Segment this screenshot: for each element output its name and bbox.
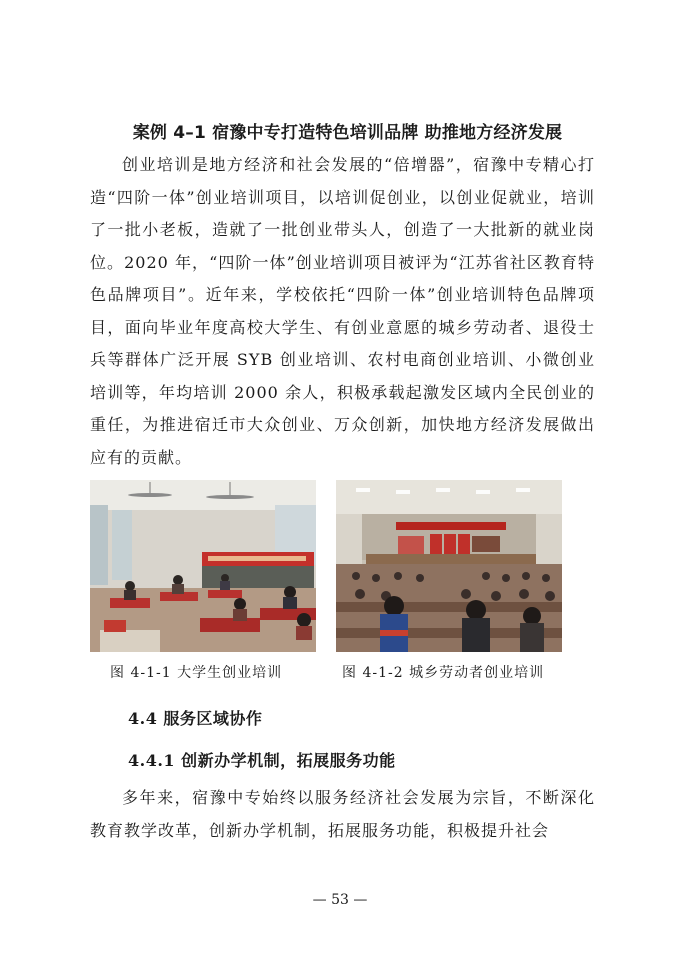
page-number: — 53 — <box>312 892 368 908</box>
section-paragraph-block <box>90 782 595 847</box>
photo-urban-rural-training <box>336 480 562 652</box>
case-title: 案例 4–1 宿豫中专打造特色培训品牌 助推地方经济发展 <box>132 123 563 143</box>
photo-university-training <box>90 480 316 652</box>
figure-caption-2: 图 4-1-2 城乡劳动者创业培训 <box>342 665 545 681</box>
subsection-heading: 4.4.1 创新办学机制，拓展服务功能 <box>128 751 396 770</box>
section-paragraph: 多年来，宿豫中专始终以服务经济社会发展为宗旨，不断深化教育教学改革，创新办学机制，拓展服务功能，积极提升社会 <box>90 788 595 840</box>
case-paragraph-block <box>90 149 595 474</box>
section-heading: 4.4 服务区域协作 <box>128 709 263 728</box>
case-paragraph: 创业培训是地方经济和社会发展的“倍增器”，宿豫中专精心打造“四阶一体”创业培训项目，以培训促创业，以创业促就业，培训了一批小老板，造就了一批创业带头人，创造了一大批新的就业岗位。2020 年，“四阶一体”创业培训项目被评为“江苏省社区教育特色品牌项目”。近年来，学校依托“四阶一体”创业培训特色品牌项目，面向毕业年度高校大学生、有创业意愿的城乡劳动者、退役士兵等群体广泛开展 SYB 创业培训、农村电商创业培训、小微创业培训等，年均培训 2000 余人，积极承载起激发区域内全民创业的重任，为推进宿迁市大众创业、万众创新，加快地方经济发展做出应有的贡献。 <box>90 155 595 467</box>
figure-caption-1: 图 4-1-1 大学生创业培训 <box>110 665 283 681</box>
